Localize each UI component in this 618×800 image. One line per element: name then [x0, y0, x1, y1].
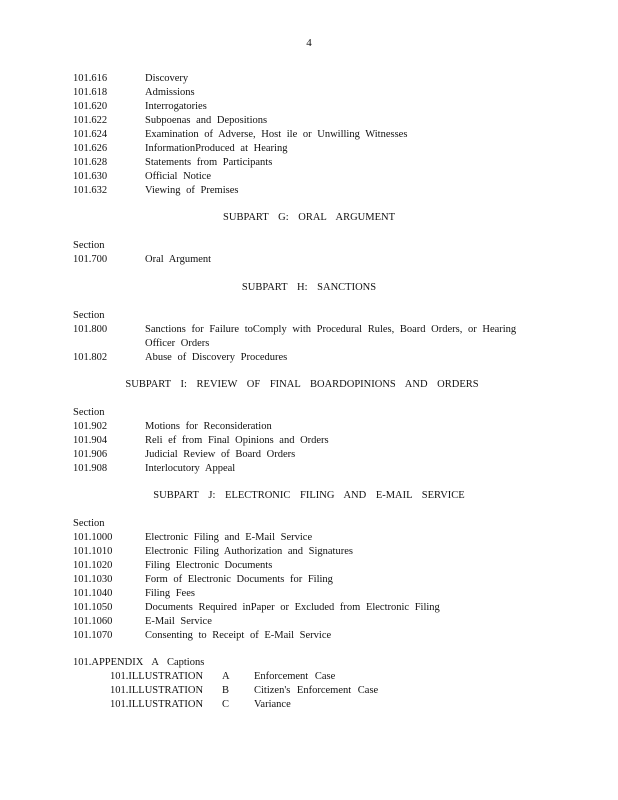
list-item: [73, 587, 543, 601]
list-item: [73, 128, 543, 142]
section-number: 101.632: [73, 185, 108, 196]
section-title: Discovery: [145, 73, 189, 84]
subpart-j-list: [73, 517, 543, 643]
section-number: 101.620: [73, 101, 108, 112]
list-item: [73, 629, 543, 643]
section-label: Section: [73, 240, 105, 251]
list-item: [73, 253, 543, 267]
list-item: [73, 670, 543, 684]
subpart-i-list: [73, 406, 543, 476]
section-title: Admissions: [145, 87, 195, 98]
section-number: 101.624: [73, 129, 108, 140]
section-title: Filing Fees: [145, 588, 195, 599]
list-item: [73, 434, 543, 448]
section-label: Section: [73, 310, 105, 321]
list-item: [73, 573, 543, 587]
list-item: [73, 142, 543, 156]
section-title: Viewing of Premises: [145, 185, 239, 196]
section-number: 101.616: [73, 73, 108, 84]
list-item: [73, 615, 543, 629]
section-label: Section: [73, 518, 105, 529]
section-number: 101.628: [73, 157, 108, 168]
subpart-h-list: [73, 309, 543, 365]
list-item: [73, 156, 543, 170]
section-title: Filing Electronic Documents: [145, 560, 273, 571]
section-title: Reli ef from Final Opinions and Orders: [145, 435, 329, 446]
section-number: 101.1040: [73, 588, 113, 599]
section-title: Subpoenas and Depositions: [145, 115, 268, 126]
section-title: Oral Argument: [145, 254, 212, 265]
subpart-g-list: [73, 239, 543, 267]
section-title: Statements from Participants: [145, 157, 273, 168]
list-item: [73, 545, 543, 559]
illustration-letter: A: [222, 671, 230, 682]
section-number: 101.902: [73, 421, 108, 432]
section-number: 101.904: [73, 435, 108, 446]
section-number: 101.802: [73, 352, 108, 363]
appendix-heading: 101.APPENDIX A Captions: [73, 657, 205, 668]
illustration-letter: B: [222, 685, 230, 696]
list-item: [73, 100, 543, 114]
section-label: Section: [73, 407, 105, 418]
list-item: [73, 86, 543, 100]
section-number: 101.1000: [73, 532, 113, 543]
list-item: [73, 323, 543, 351]
section-title: Electronic Filing Authorization and Signatures: [145, 546, 353, 557]
section-list-continued: [73, 72, 543, 198]
section-title: E-Mail Service: [145, 616, 212, 627]
section-title: InformationProduced at Hearing: [145, 143, 288, 154]
subpart-i-heading: SUBPART I: REVIEW OF FINAL BOARDOPINIONS AND ORDERS: [125, 379, 479, 390]
page-number: 4: [306, 37, 312, 49]
section-number: 101.618: [73, 87, 108, 98]
section-number: 101.1010: [73, 546, 113, 557]
section-number: 101.1020: [73, 560, 113, 571]
list-item: [73, 698, 543, 712]
section-number: 101.1070: [73, 630, 113, 641]
section-title: Examination of Adverse, Host ile or Unwilling Witnesses: [145, 129, 408, 140]
list-item: [73, 170, 543, 184]
illustration-number: 101.ILLUSTRATION: [110, 699, 204, 710]
illustration-number: 101.ILLUSTRATION: [110, 685, 204, 696]
section-number: 101.626: [73, 143, 108, 154]
section-title: Sanctions for Failure toComply with Procedural Rules, Board Orders, or Hearing Officer Orders: [145, 324, 517, 349]
appendix-list: [73, 656, 543, 712]
section-number: 101.800: [73, 324, 108, 335]
list-item: [73, 351, 543, 365]
list-item: [73, 114, 543, 128]
section-title: Interlocutory Appeal: [145, 463, 236, 474]
list-item: [73, 531, 543, 545]
list-item: [73, 420, 543, 434]
section-title: Judicial Review of Board Orders: [145, 449, 296, 460]
list-item: [73, 448, 543, 462]
section-title: Motions for Reconsideration: [145, 421, 272, 432]
section-number: 101.622: [73, 115, 108, 126]
subpart-h-heading: SUBPART H: SANCTIONS: [241, 282, 377, 293]
section-number: 101.630: [73, 171, 108, 182]
list-item: [73, 462, 543, 476]
section-number: 101.908: [73, 463, 108, 474]
section-number: 101.1060: [73, 616, 113, 627]
section-title: Electronic Filing and E-Mail Service: [145, 532, 313, 543]
illustration-title: Citizen's Enforcement Case: [254, 685, 379, 696]
illustration-number: 101.ILLUSTRATION: [110, 671, 204, 682]
section-title: Interrogatories: [145, 101, 207, 112]
section-number: 101.906: [73, 449, 108, 460]
list-item: [73, 684, 543, 698]
list-item: [73, 559, 543, 573]
list-item: [73, 601, 543, 615]
section-number: 101.1030: [73, 574, 113, 585]
section-number: 101.700: [73, 254, 108, 265]
section-title: Abuse of Discovery Procedures: [145, 352, 288, 363]
list-item: [73, 184, 543, 198]
illustration-letter: C: [222, 699, 230, 710]
section-title: Consenting to Receipt of E-Mail Service: [145, 630, 332, 641]
subpart-j-heading: SUBPART J: ELECTRONIC FILING AND E-MAIL SERVICE: [153, 490, 465, 501]
list-item: [73, 72, 543, 86]
illustration-title: Variance: [254, 699, 291, 710]
illustration-title: Enforcement Case: [254, 671, 336, 682]
subpart-g-heading: SUBPART G: ORAL ARGUMENT: [223, 212, 395, 223]
section-number: 101.1050: [73, 602, 113, 613]
section-title: Form of Electronic Documents for Filing: [145, 574, 333, 585]
section-title: Documents Required inPaper or Excluded from Electronic Filing: [145, 602, 440, 613]
section-title: Official Notice: [145, 171, 212, 182]
